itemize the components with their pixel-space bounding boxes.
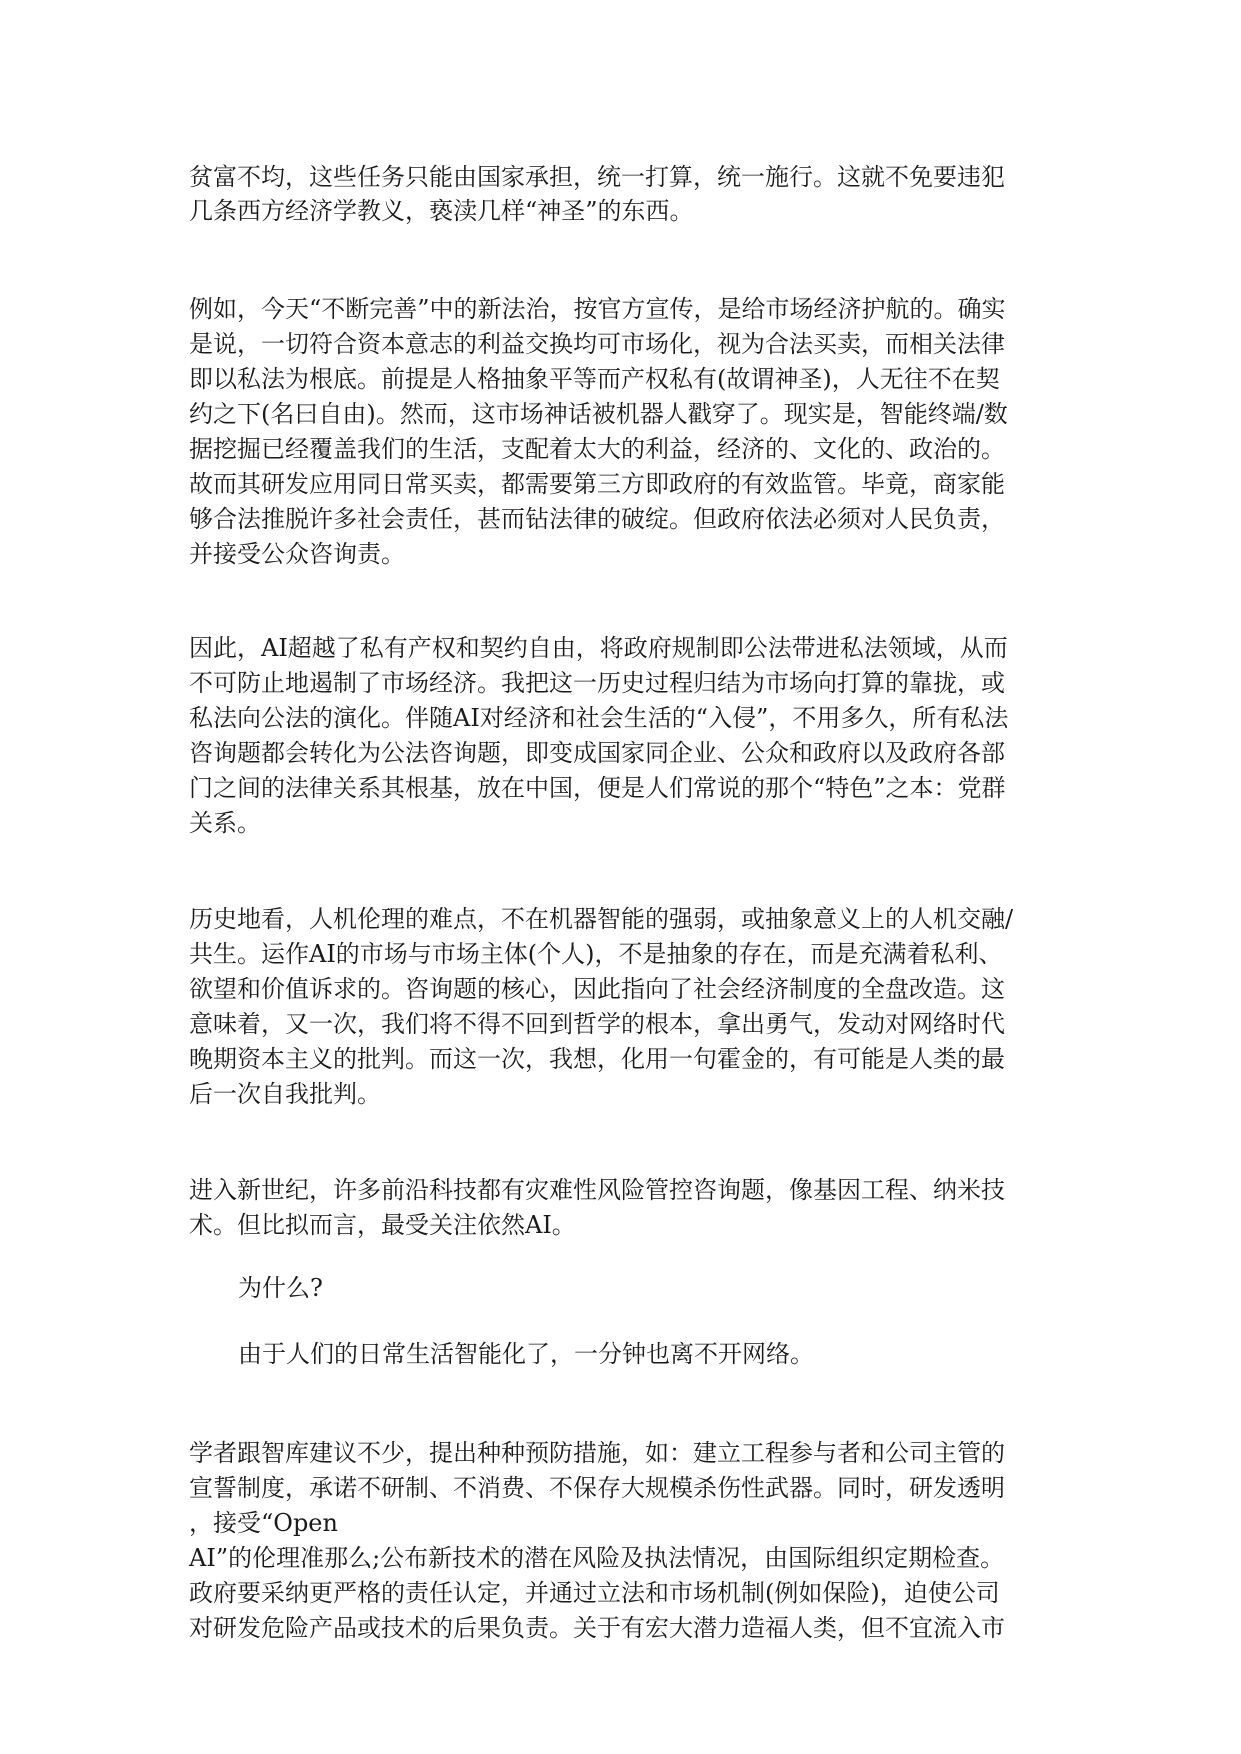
paragraph-8-line-2: 宣誓制度，承诺不研制、不消费、不保存大规模杀伤性武器。同时，研发透明	[189, 1474, 1005, 1502]
paragraph-4-line-5: 晚期资本主义的批判。而这一次，我想，化用一句霍金的，有可能是人类的最	[189, 1045, 1005, 1073]
paragraph-8-line-1: 学者跟智库建议不少，提出种种预防措施，如：建立工程参与者和公司主管的	[189, 1439, 1005, 1467]
paragraph-3-line-5: 门之间的法律关系其根基，放在中国，便是人们常说的那个“特色”之本：党群	[189, 774, 1006, 802]
paragraph-4-line-3: 欲望和价值诉求的。咨询题的核心，因此指向了社会经济制度的全盘改造。这	[189, 975, 1005, 1003]
paragraph-4-line-6: 后一次自我批判。	[189, 1080, 381, 1108]
paragraph-3-line-4: 咨询题都会转化为公法咨询题，即变成国家同企业、公众和政府以及政府各部	[189, 739, 1005, 767]
paragraph-2-line-6: 故而其研发应用同日常买卖，都需要第三方即政府的有效监管。毕竟，商家能	[189, 470, 1005, 498]
paragraph-6-line-1: 为什么?	[238, 1274, 323, 1302]
paragraph-2-line-8: 并接受公众咨询责。	[189, 540, 405, 568]
paragraph-5-line-1: 进入新世纪，许多前沿科技都有灾难性风险管控咨询题，像基因工程、纳米技	[189, 1176, 1005, 1204]
paragraph-2-line-2: 是说，一切符合资本意志的利益交换均可市场化，视为合法买卖，而相关法律	[189, 330, 1005, 358]
paragraph-4-line-4: 意味着，又一次，我们将不得不回到哲学的根本，拿出勇气，发动对网络时代	[189, 1010, 1005, 1038]
paragraph-2-line-4: 约之下(名曰自由)。然而，这市场神话被机器人戳穿了。现实是，智能终端/数	[189, 400, 1008, 428]
paragraph-2-line-3: 即以私法为根底。前提是人格抽象平等而产权私有(故谓神圣)，人无往不在契	[189, 365, 1000, 393]
paragraph-3-line-2: 不可防止地遏制了市场经济。我把这一历史过程归结为市场向打算的靠拢，或	[189, 669, 1005, 697]
paragraph-3-line-6: 关系。	[189, 809, 261, 837]
paragraph-8-line-3: ，接受“Open	[189, 1509, 338, 1537]
paragraph-1-line-2: 几条西方经济学教义，亵渎几样“神圣”的东西。	[189, 197, 694, 225]
paragraph-4-line-2: 共生。运作AI的市场与市场主体(个人)，不是抽象的存在，而是充满着私利、	[189, 940, 1003, 968]
paragraph-3-line-1: 因此，AI超越了私有产权和契约自由，将政府规制即公法带进私法领域，从而	[189, 634, 1008, 662]
paragraph-8-line-4: AI”的伦理准那么;公布新技术的潜在风险及执法情况，由国际组织定期检查。	[189, 1544, 1005, 1572]
paragraph-4-line-1: 历史地看，人机伦理的难点，不在机器智能的强弱，或抽象意义上的人机交融/	[189, 905, 1014, 933]
paragraph-7-line-1: 由于人们的日常生活智能化了，一分钟也离不开网络。	[238, 1340, 814, 1368]
paragraph-2-line-7: 够合法推脱许多社会责任，甚而钻法律的破绽。但政府依法必须对人民负责，	[189, 505, 1005, 533]
paragraph-2-line-1: 例如，今天“不断完善”中的新法治，按官方宣传，是给市场经济护航的。确实	[189, 295, 1006, 323]
paragraph-1-line-1: 贫富不均，这些任务只能由国家承担，统一打算，统一施行。这就不免要违犯	[189, 163, 1005, 191]
paragraph-8-line-6: 对研发危险产品或技术的后果负责。关于有宏大潜力造福人类，但不宜流入市	[189, 1614, 1005, 1642]
paragraph-8-line-5: 政府要采纳更严格的责任认定，并通过立法和市场机制(例如保险)，迫使公司	[189, 1579, 1000, 1607]
paragraph-5-line-2: 术。但比拟而言，最受关注依然AI。	[189, 1211, 576, 1239]
paragraph-2-line-5: 据挖掘已经覆盖我们的生活，支配着太大的利益，经济的、文化的、政治的。	[189, 435, 1005, 463]
paragraph-3-line-3: 私法向公法的演化。伴随AI对经济和社会生活的“入侵”，不用多久，所有私法	[189, 704, 1009, 732]
